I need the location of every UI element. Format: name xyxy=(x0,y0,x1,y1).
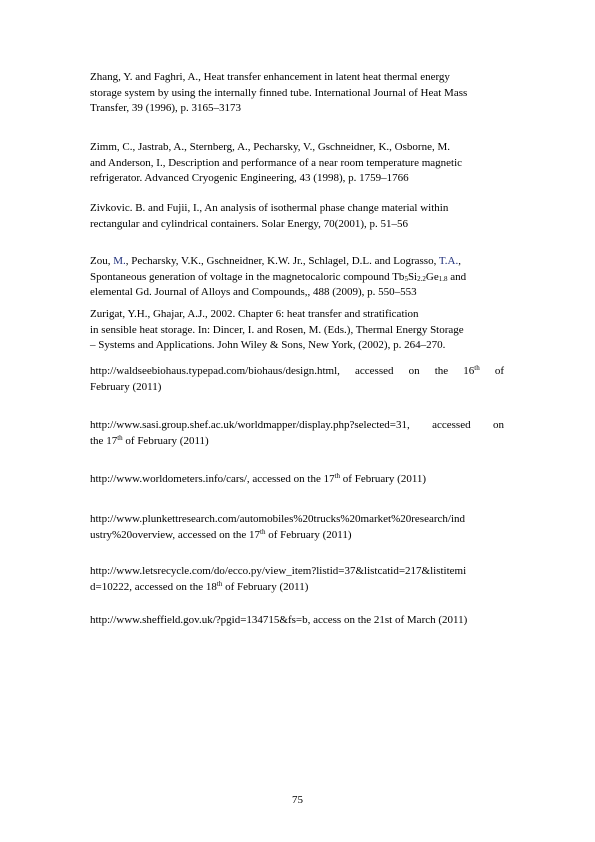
reference-zimm xyxy=(90,140,504,187)
reference-line: the 17th of February (2011) xyxy=(90,433,209,447)
reference-letsrecycle xyxy=(90,564,504,595)
reference-line xyxy=(90,512,504,528)
reference-url[interactable]: http://waldseebiohaus.typepad.com/biohaus/design.html, accessed on the 16 xyxy=(90,365,475,377)
reference-url[interactable]: http://www.plunkettresearch.com/automobiles%20trucks%20market%20research/ind xyxy=(90,513,466,525)
reference-line: http://waldseebiohaus.typepad.com/biohaus/design.html, accessed on the 16th of xyxy=(90,364,504,377)
reference-line: and Anderson, I., Description and performance of a near room temperature magnetic xyxy=(90,156,463,169)
reference-line: Transfer, 39 (1996), p. 3165–3173 xyxy=(90,102,242,114)
reference-line xyxy=(90,564,504,580)
reference-line: – Systems and Applications. John Wiley & Sons, New York, (2002), p. 264–270. xyxy=(90,339,446,351)
reference-line: refrigerator. Advanced Cryogenic Engineering, 43 (1998), p. 1759–1766 xyxy=(90,172,409,184)
reference-line: rectangular and cylindrical containers. Solar Energy, 70(2001), p. 51–56 xyxy=(90,217,408,230)
reference-line: Zou, M., Pecharsky, V.K., Gschneidner, K.W. Jr., Schlagel, D.L. and Lograsso, T.A., xyxy=(90,255,461,267)
reference-line: Zivkovic. B. and Fujii, I., An analysis of isothermal phase change material within xyxy=(90,202,449,214)
reference-url[interactable]: http://www.letsrecycle.com/do/ecco.py/view_item?listid=37&listcatid=217&listitemi xyxy=(90,565,467,577)
reference-url[interactable]: http://www.worldometers.info/cars/, accessed on the 17 xyxy=(90,473,335,485)
reference-zivkovic xyxy=(90,201,504,232)
reference-sheffield xyxy=(90,613,504,629)
page-number: 75 xyxy=(292,794,303,806)
reference-url[interactable]: http://www.sasi.group.shef.ac.uk/worldmapper/display.php?selected=31, accessed on xyxy=(90,419,504,431)
reference-line: Zurigat, Y.H., Ghajar, A.J., 2002. Chapter 6: heat transfer and stratification xyxy=(90,308,419,320)
reference-zou xyxy=(90,254,504,301)
reference-worldometers xyxy=(90,472,504,488)
reference-line xyxy=(90,418,504,434)
reference-line: Zimm, C., Jastrab, A., Sternberg, A., Pecharsky, V., Gschneidner, K., Osborne, M. xyxy=(90,141,450,153)
reference-line: in sensible heat storage. In: Dincer, I. and Rosen, M. (Eds.), Thermal Energy Storage xyxy=(90,323,464,336)
reference-zurigat xyxy=(90,307,504,354)
reference-line: February (2011) xyxy=(90,380,162,393)
reference-line: http://www.worldometers.info/cars/, accessed on the 17th of February (2011) xyxy=(90,472,427,485)
reference-line: Spontaneous generation of voltage in the magnetocaloric compound $Tb_5Si_{2.2}Ge_{1.8}$ and xyxy=(90,270,467,283)
reference-line: storage system by using the internally finned tube. International Journal of Heat Mass xyxy=(90,86,468,99)
reference-waldsee xyxy=(90,364,504,395)
reference-line: elemental Gd. Journal of Alloys and Compounds,, 488 (2009), p. 550–553 xyxy=(90,286,417,298)
author-highlight: M. xyxy=(113,255,126,267)
reference-url[interactable]: http://www.sheffield.gov.uk/?pgid=134715&fs=b, access on the 21st of March (2011) xyxy=(90,614,468,626)
reference-zhang xyxy=(90,70,504,117)
author-highlight: T.A. xyxy=(438,255,459,267)
reference-sasi xyxy=(90,418,504,449)
reference-plunkett xyxy=(90,512,504,543)
reference-line: ustry%20overview, accessed on the 17th of February (2011) xyxy=(90,527,352,541)
reference-line: d=10222, accessed on the 18th of February (2011) xyxy=(90,579,309,593)
reference-line xyxy=(90,613,504,629)
reference-line: Zhang, Y. and Faghri, A., Heat transfer enhancement in latent heat thermal energy xyxy=(90,71,450,83)
